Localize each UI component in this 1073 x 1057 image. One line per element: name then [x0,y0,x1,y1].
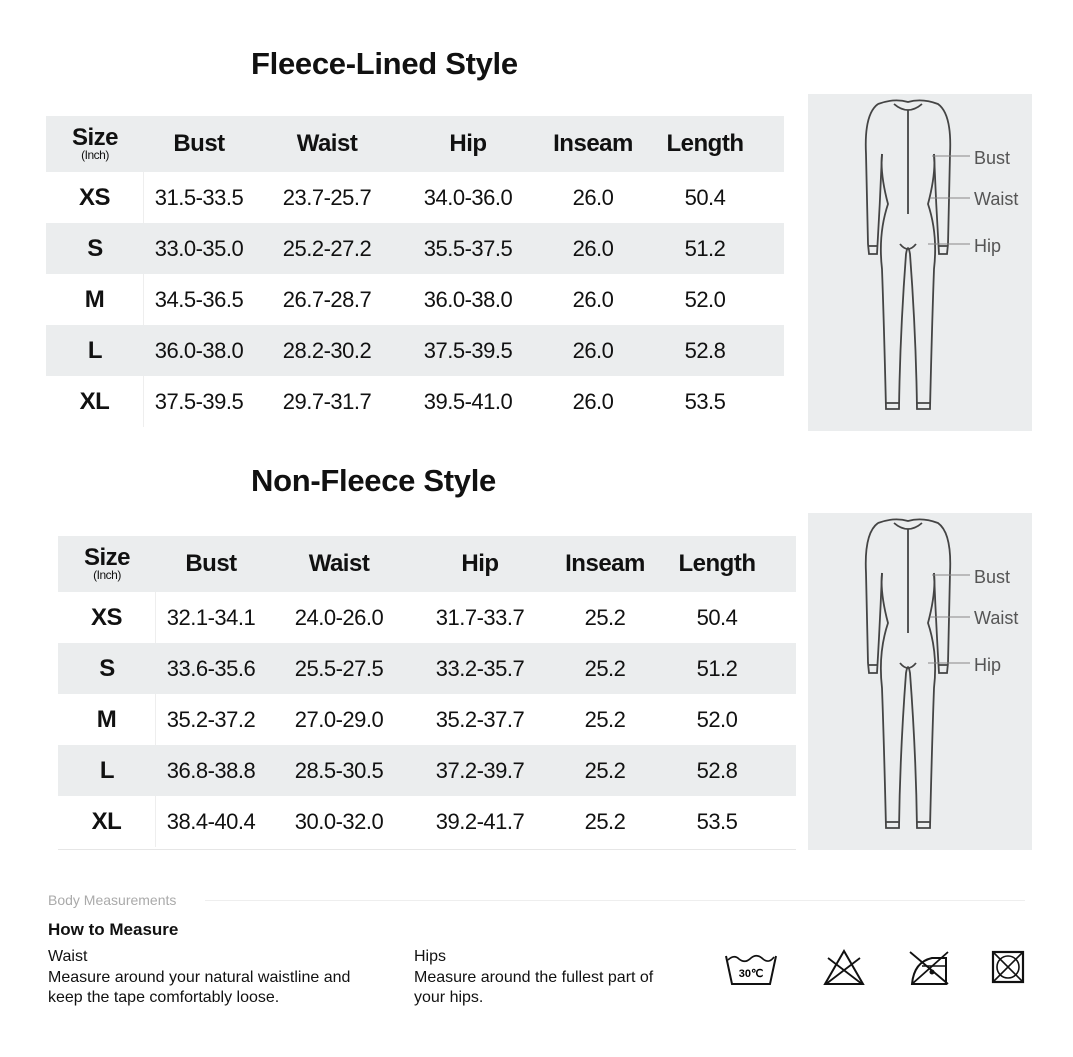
measurement-cell: 29.7-31.7 [282,388,372,414]
column-header-waist: Waist [308,550,370,577]
measurement-cell: 26.0 [572,388,614,414]
waist-label: Waist [974,608,1019,628]
fleece-title: Fleece-Lined Style [251,46,518,81]
table-row [58,694,796,745]
measurement-cell: 51.2 [684,235,726,261]
do-not-iron-icon [908,948,950,993]
column-header-bust: Bust [185,550,237,577]
non-fleece-title: Non-Fleece Style [251,463,497,498]
non-fleece-size-table [58,536,796,847]
measurement-cell: 38.4-40.4 [166,808,256,834]
body-diagram-non-fleece [808,513,1032,850]
measurement-cell: 33.6-35.6 [166,655,256,681]
measurement-cell: 25.2 [584,757,626,783]
measurement-cell: 31.7-33.7 [435,604,525,630]
size-header [58,536,156,592]
size-header-label: Size [71,124,119,151]
size-header-label: Size [83,544,131,571]
measurement-cell: 26.0 [572,184,614,210]
measurement-cell: 24.0-26.0 [294,604,384,630]
measurement-cell: 36.8-38.8 [166,757,256,783]
divider [58,849,796,850]
measurement-cell: 25.2-27.2 [282,235,372,261]
size-cell: L [87,336,103,364]
bust-label: Bust [974,567,1011,587]
column-header-length: Length [678,550,756,577]
measurement-cell: 53.5 [684,388,726,414]
divider [205,900,1025,901]
bodysuit-outline-icon [808,513,1032,850]
column-header-waist: Waist [296,130,358,157]
section-label: Body Measurements [48,892,177,908]
measurement-cell: 50.4 [696,604,738,630]
measurement-cell: 26.0 [572,235,614,261]
measurement-cell: 33.2-35.7 [435,655,525,681]
size-cell: XS [58,592,156,643]
size-cell: XL [58,796,156,847]
waist-text: Measure around your natural waistline and keep the tape comfortably loose. [48,968,351,1006]
size-header [46,116,144,172]
measurement-cell: 26.0 [572,337,614,363]
hips-instructions [414,947,684,1009]
measurement-cell: 36.0-38.0 [154,337,244,363]
how-to-measure-heading: How to Measure [48,920,179,939]
measurement-cell: 37.5-39.5 [154,388,244,414]
hip-label: Hip [974,236,1002,256]
waist-title: Waist [48,948,88,965]
measurement-cell: 33.0-35.0 [154,235,244,261]
column-header-hip: Hip [449,130,487,157]
measurement-cell: 37.2-39.7 [435,757,525,783]
table-row [58,592,796,643]
table-row [58,796,796,847]
measurement-cell: 51.2 [696,655,738,681]
measurement-cell: 50.4 [684,184,726,210]
measurement-cell: 25.5-27.5 [294,655,384,681]
measurement-cell: 25.2 [584,604,626,630]
table-header [46,116,784,172]
table-row [46,172,784,223]
table-row [46,274,784,325]
measurement-cell: 23.7-25.7 [282,184,372,210]
measurement-cell: 52.0 [684,286,726,312]
measurement-cell: 34.0-36.0 [423,184,513,210]
measurement-cell: 31.5-33.5 [154,184,244,210]
fleece-size-table [46,116,784,427]
size-cell: S [99,654,115,682]
measurement-cell: 52.0 [696,706,738,732]
wash-30c-icon [724,948,778,993]
table-row [58,745,796,796]
measurement-cell: 30.0-32.0 [294,808,384,834]
table-row [46,325,784,376]
measurement-cell: 35.2-37.7 [435,706,525,732]
size-cell: S [87,234,103,262]
unit-label: (Inch) [81,148,109,162]
bust-label: Bust [974,148,1011,168]
measurement-cell: 25.2 [584,808,626,834]
measurement-cell: 36.0-38.0 [423,286,513,312]
table-row [58,643,796,694]
measurement-cell: 27.0-29.0 [294,706,384,732]
measurement-cell: 25.2 [584,655,626,681]
size-cell: M [46,274,144,325]
measurement-cell: 39.5-41.0 [423,388,513,414]
waist-label: Waist [974,189,1019,209]
measurement-cell: 28.5-30.5 [294,757,384,783]
size-cell: M [58,694,156,745]
column-header-inseam: Inseam [565,550,645,577]
do-not-tumble-dry-icon [991,948,1025,993]
column-header-bust: Bust [173,130,225,157]
unit-label: (Inch) [93,568,121,582]
column-header-length: Length [666,130,744,157]
size-cell: XS [46,172,144,223]
measurement-cell: 34.5-36.5 [154,286,244,312]
measurement-cell: 37.5-39.5 [423,337,513,363]
measurement-cell: 26.0 [572,286,614,312]
wash-temp: 30℃ [738,968,764,980]
table-row [46,223,784,274]
hips-text: Measure around the fullest part of your hips. [414,968,654,1006]
measurement-cell: 39.2-41.7 [435,808,525,834]
hips-title: Hips [414,948,447,965]
measurement-cell: 32.1-34.1 [166,604,256,630]
measurement-cell: 35.5-37.5 [423,235,513,261]
measurement-cell: 53.5 [696,808,738,834]
measurement-cell: 28.2-30.2 [282,337,372,363]
column-header-inseam: Inseam [553,130,633,157]
body-diagram-fleece [808,94,1032,431]
measurement-cell: 35.2-37.2 [166,706,256,732]
bodysuit-outline-icon [808,94,1032,431]
size-cell: XL [46,376,144,427]
hip-label: Hip [974,655,1002,675]
measurement-cell: 26.7-28.7 [282,286,372,312]
size-cell: L [99,756,115,784]
waist-instructions [48,947,378,1009]
measurement-cell: 52.8 [684,337,726,363]
column-header-hip: Hip [461,550,499,577]
measurement-cell: 25.2 [584,706,626,732]
table-row [46,376,784,427]
measurement-cell: 52.8 [696,757,738,783]
table-header [58,536,796,592]
do-not-bleach-icon [822,948,866,993]
